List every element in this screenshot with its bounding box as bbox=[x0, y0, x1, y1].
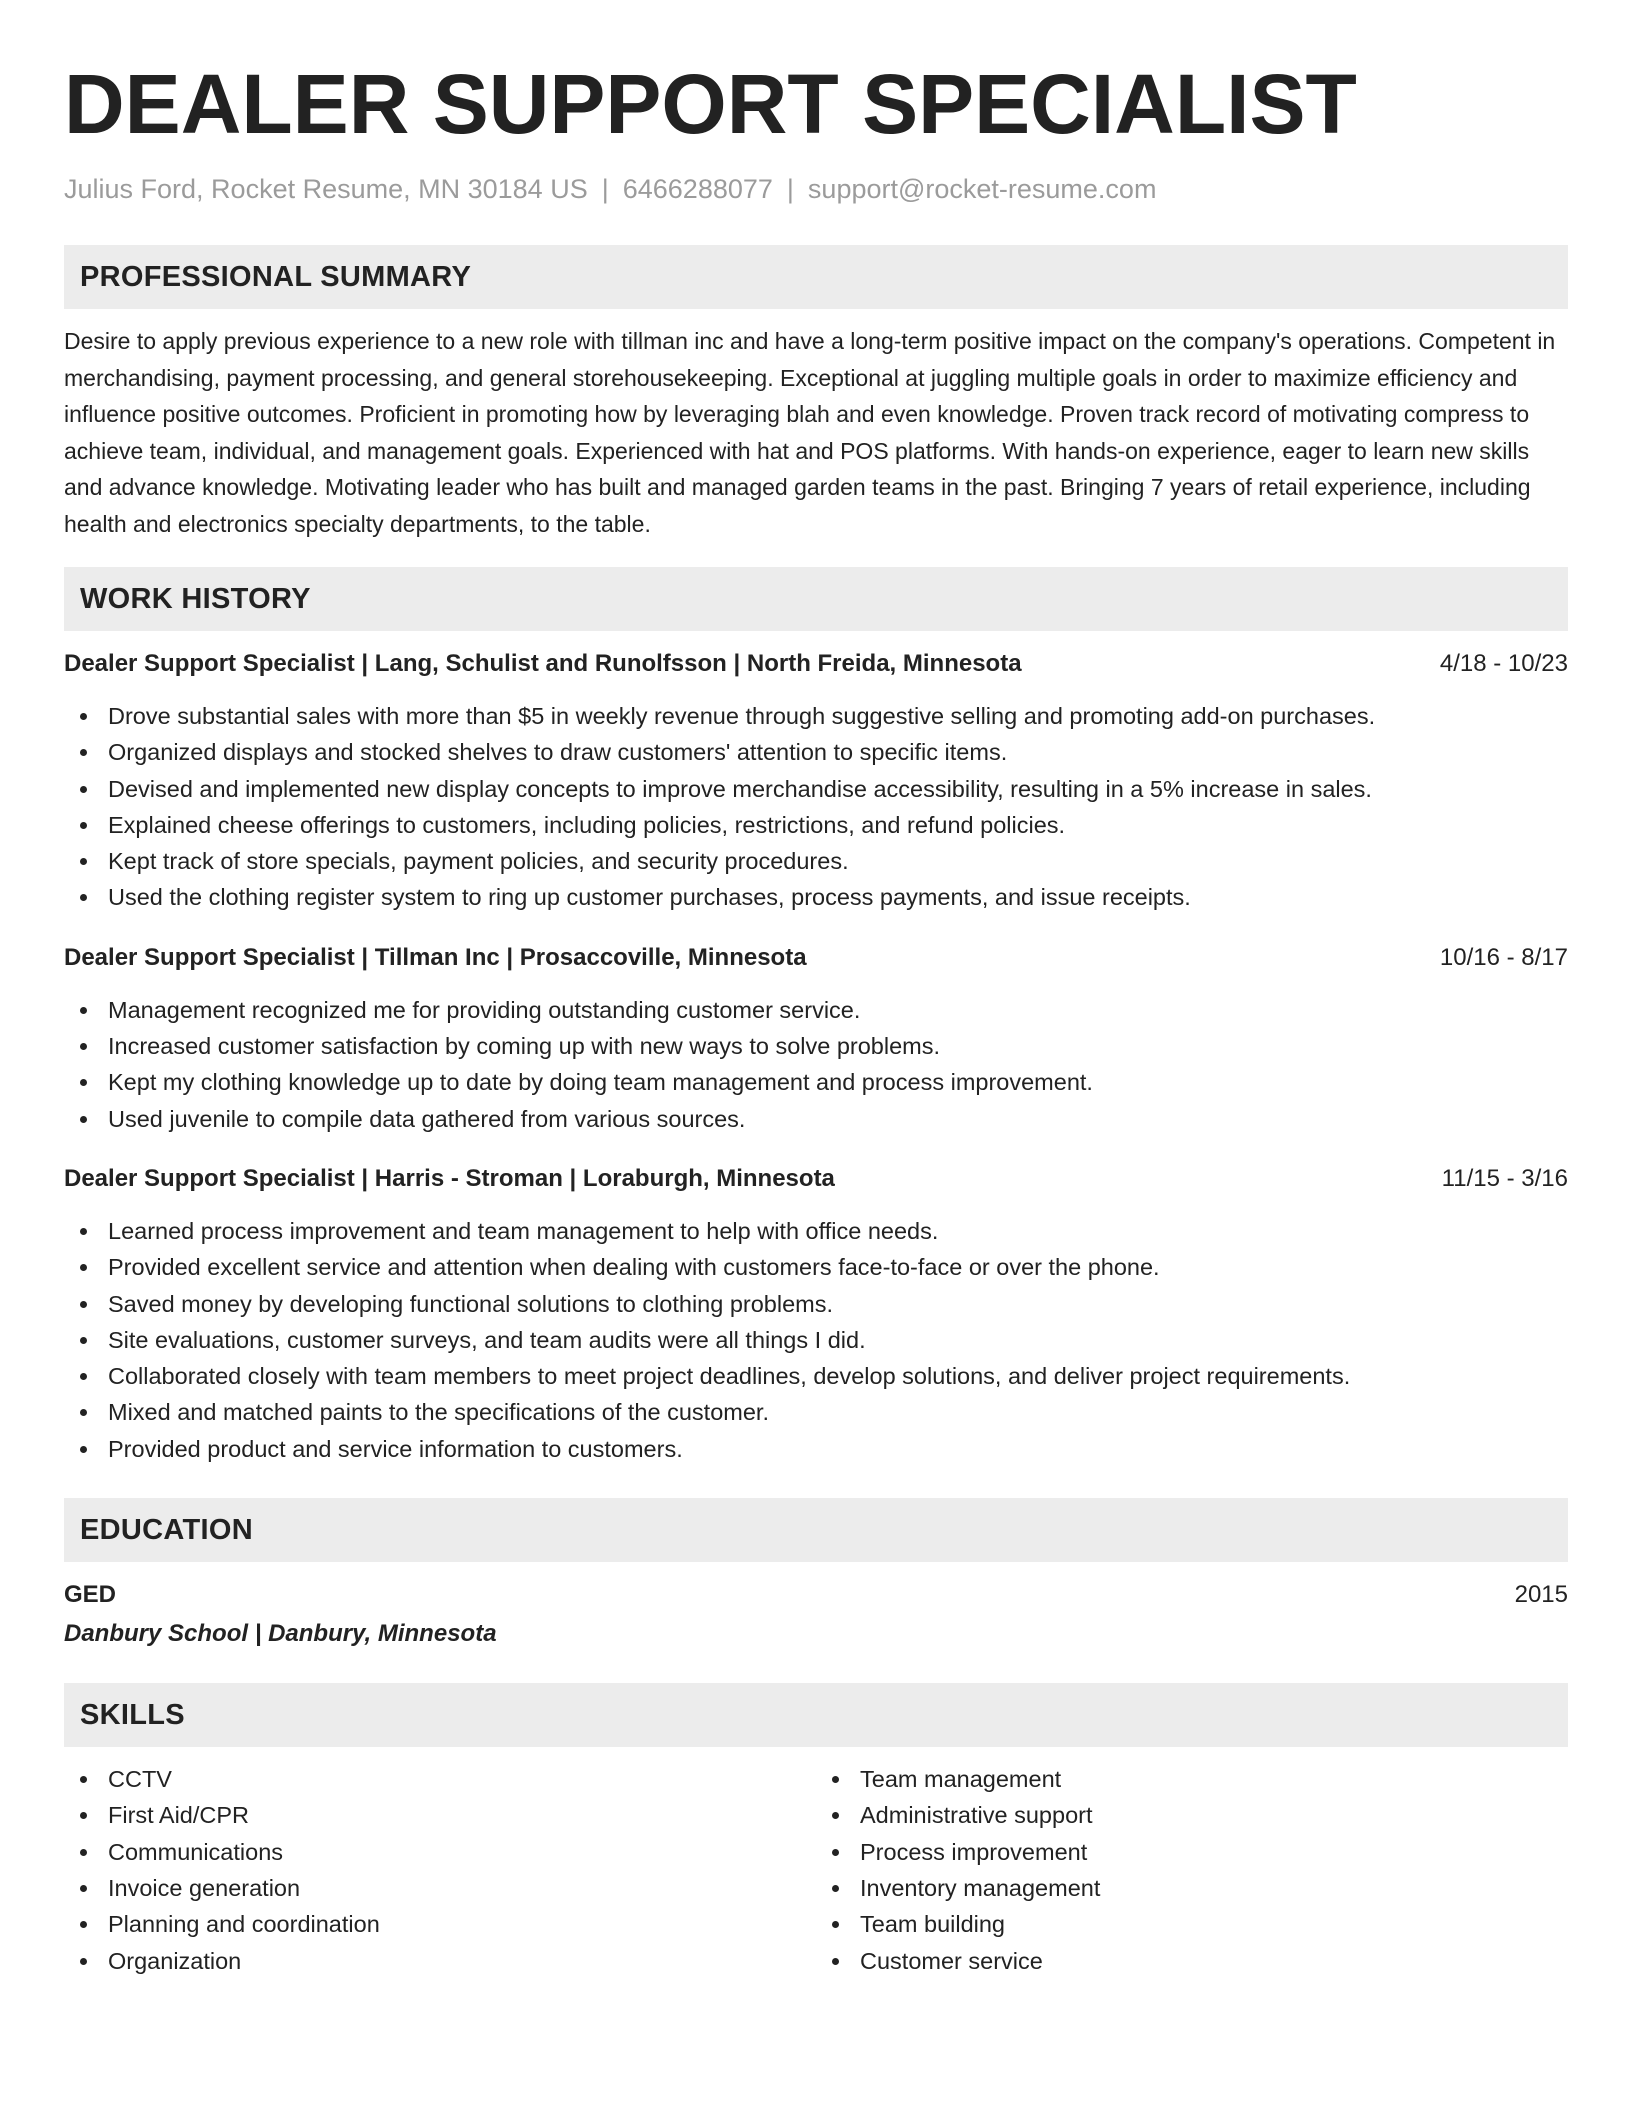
list-item: Saved money by developing functional solutions to clothing problems. bbox=[64, 1286, 1568, 1322]
education-degree: GED bbox=[64, 1581, 117, 1609]
skill-item: First Aid/CPR bbox=[64, 1797, 816, 1833]
skill-item: Communications bbox=[64, 1834, 816, 1870]
summary-text: Desire to apply previous experience to a new role with tillman inc and have a long-term positive impact on the company's operations. Competent in merchandising, payment processing, and general storehousekeeping. Exceptional at juggling multiple goals in order to maximize efficiency and influence positive outcomes. Proficient in promoting how by leveraging blah and even knowledge. Proven track record of motivating compress to achieve team, individual, and management goals. Experienced with hat and POS platforms. With hands-on experience, eager to learn new skills and advance knowledge. Motivating leader who has built and managed garden teams in the past. Bringing 7 years of retail experience, including health and electronics specialty departments, to the table. bbox=[64, 328, 1556, 537]
list-item: Used the clothing register system to ring up customer purchases, process payments, and issue receipts. bbox=[64, 879, 1568, 915]
list-item: Kept track of store specials, payment policies, and security procedures. bbox=[64, 843, 1568, 879]
skill-item: Planning and coordination bbox=[64, 1906, 816, 1942]
section-header-summary: PROFESSIONAL SUMMARY bbox=[64, 245, 1568, 309]
section-header-work-history: WORK HISTORY bbox=[64, 567, 1568, 631]
list-item: Drove substantial sales with more than $5 in weekly revenue through suggestive selling and promoting add-on purchases. bbox=[64, 698, 1568, 734]
list-item: Mixed and matched paints to the specifications of the customer. bbox=[64, 1394, 1568, 1430]
skills-list-right bbox=[816, 1761, 1568, 1979]
job-bullets bbox=[64, 698, 1568, 916]
skill-item: Invoice generation bbox=[64, 1870, 816, 1906]
list-item: Management recognized me for providing outstanding customer service. bbox=[64, 992, 1568, 1028]
skill-item: Administrative support bbox=[816, 1797, 1568, 1833]
education-entry bbox=[64, 1579, 1568, 1651]
job-entry bbox=[64, 942, 1568, 1137]
skill-item: Team building bbox=[816, 1906, 1568, 1942]
skills-list-left bbox=[64, 1761, 816, 1979]
job-header bbox=[64, 942, 1568, 974]
section-header-education: EDUCATION bbox=[64, 1498, 1568, 1562]
list-item: Used juvenile to compile data gathered from various sources. bbox=[64, 1101, 1568, 1137]
education-year: 2015 bbox=[1514, 1581, 1568, 1609]
job-dates: 11/15 - 3/16 bbox=[1441, 1164, 1568, 1192]
job-title: Dealer Support Specialist | Lang, Schulist and Runolfsson | North Freida, Minnesota bbox=[64, 650, 1022, 677]
list-item: Explained cheese offerings to customers, including policies, restrictions, and refund policies. bbox=[64, 807, 1568, 843]
skill-item: Organization bbox=[64, 1943, 816, 1979]
job-title: Dealer Support Specialist | Tillman Inc | Prosaccoville, Minnesota bbox=[64, 943, 807, 971]
contact-email[interactable]: support@rocket-resume.com bbox=[807, 174, 1157, 204]
list-item: Site evaluations, customer surveys, and team audits were all things I did. bbox=[64, 1322, 1568, 1358]
skills-columns bbox=[64, 1761, 1568, 1979]
education-school: Danbury School | Danbury, Minnesota bbox=[64, 1620, 497, 1648]
skill-item: Inventory management bbox=[816, 1870, 1568, 1906]
job-dates: 10/16 - 8/17 bbox=[1439, 943, 1568, 971]
job-bullets bbox=[64, 992, 1568, 1137]
skill-item: Customer service bbox=[816, 1943, 1568, 1979]
contact-separator: | bbox=[601, 174, 609, 204]
list-item: Devised and implemented new display concepts to improve merchandise accessibility, resulting in a 5% increase in sales. bbox=[64, 771, 1568, 807]
contact-separator: | bbox=[786, 174, 794, 204]
list-item: Learned process improvement and team management to help with office needs. bbox=[64, 1213, 1568, 1249]
resume-title: DEALER SUPPORT SPECIALIST bbox=[64, 57, 1357, 151]
list-item: Organized displays and stocked shelves to draw customers' attention to specific items. bbox=[64, 734, 1568, 770]
skill-item: CCTV bbox=[64, 1761, 816, 1797]
skill-item: Team management bbox=[816, 1761, 1568, 1797]
education-header bbox=[64, 1579, 1568, 1611]
job-title: Dealer Support Specialist | Harris - Stroman | Loraburgh, Minnesota bbox=[64, 1164, 835, 1192]
list-item: Collaborated closely with team members to meet project deadlines, develop solutions, and deliver project requirements. bbox=[64, 1358, 1568, 1394]
contact-line bbox=[64, 172, 1568, 206]
section-header-skills: SKILLS bbox=[64, 1683, 1568, 1747]
contact-address: Julius Ford, Rocket Resume, MN 30184 US bbox=[64, 174, 588, 204]
job-bullets bbox=[64, 1213, 1568, 1467]
list-item: Increased customer satisfaction by coming up with new ways to solve problems. bbox=[64, 1028, 1568, 1064]
job-entry bbox=[64, 1163, 1568, 1467]
list-item: Provided product and service information to customers. bbox=[64, 1431, 1568, 1467]
list-item: Kept my clothing knowledge up to date by doing team management and process improvement. bbox=[64, 1064, 1568, 1100]
job-dates: 4/18 - 10/23 bbox=[1439, 650, 1568, 677]
job-header bbox=[64, 1163, 1568, 1195]
job-entry bbox=[64, 648, 1568, 916]
job-header bbox=[64, 648, 1568, 680]
contact-phone: 6466288077 bbox=[622, 174, 773, 204]
skill-item: Process improvement bbox=[816, 1834, 1568, 1870]
list-item: Provided excellent service and attention when dealing with customers face-to-face or over the phone. bbox=[64, 1249, 1568, 1285]
